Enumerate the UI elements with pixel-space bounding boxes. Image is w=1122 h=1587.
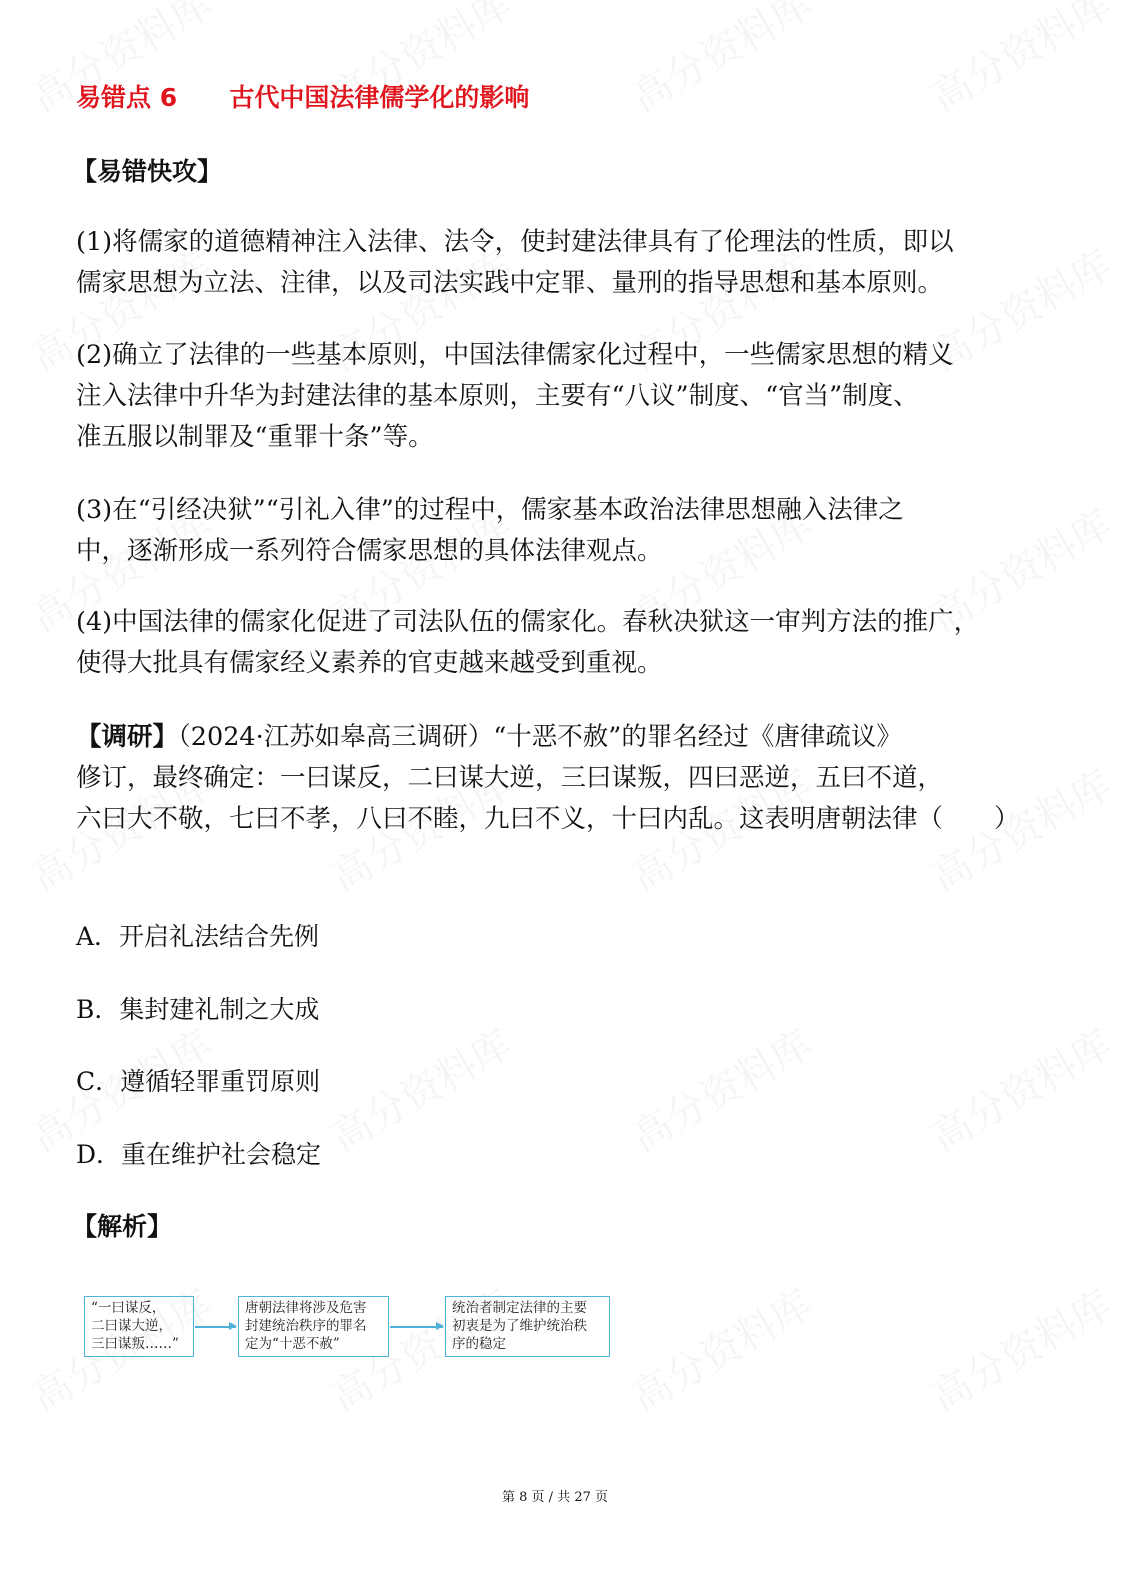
option-d[interactable]: D．重在维护社会稳定 [76,1140,322,1169]
option-a[interactable]: A．开启礼法结合先例 [76,922,320,951]
question-tag: 【调研】 [76,722,179,752]
question-line: （2024·江苏如皋高三调研）“十恶不赦”的罪名经过《唐律疏议》 [178,722,902,752]
point-paragraph [76,490,904,572]
paragraph-line: (4)中国法律的儒家化促进了司法队伍的儒家化。春秋决狱这一审判方法的推广， [76,607,980,637]
title-number: 易错点 6 [76,83,178,112]
page-footer: 第 8 页 / 共 27 页 [502,1490,608,1505]
flow-box-1 [84,1296,194,1357]
paragraph-line: (1)将儒家的道德精神注入法律、法令，使封建法律具有了伦理法的性质，即以 [76,227,954,257]
flow-text: 三曰谋叛……” [91,1336,179,1352]
flow-text: “一曰谋反， [91,1300,166,1316]
section-heading: 【易错快攻】 [72,157,223,186]
point-paragraph [76,222,954,304]
flow-text: 定为“十恶不赦” [245,1336,340,1352]
paragraph-line: 儒家思想为立法、注律，以及司法实践中定罪、量刑的指导思想和基本原则。 [76,268,944,298]
watermark [919,1274,1121,1423]
paragraph-line: 准五服以制罪及“重罪十条”等。 [76,422,434,452]
watermark [619,1014,821,1163]
flow-text: 唐朝法律将涉及危害 [245,1300,367,1316]
title-text: 古代中国法律儒学化的影响 [229,83,530,112]
option-c[interactable]: C．遵循轻罪重罚原则 [76,1067,321,1096]
flow-text: 统治者制定法律的主要 [452,1300,587,1316]
paragraph-line: 中，逐渐形成一系列符合儒家思想的具体法律观点。 [76,536,663,566]
watermark [919,1014,1121,1163]
page-title [76,78,529,114]
flow-text: 初衷是为了维护统治秩 [452,1318,587,1334]
flow-text: 封建统治秩序的罪名 [245,1318,367,1334]
flow-text: 二曰谋大逆， [91,1318,172,1334]
watermark [319,1014,521,1163]
point-paragraph [76,335,954,458]
flow-arrow-icon [390,1326,443,1328]
paragraph-line: (3)在“引经决狱”“引礼入律”的过程中，儒家基本政治法律思想融入法律之 [76,495,904,525]
question [76,717,1020,840]
watermark [619,0,821,123]
flow-arrow-icon [195,1326,236,1328]
question-line: 修订，最终确定：一曰谋反，二曰谋大逆，三曰谋叛，四曰恶逆，五曰不道， [76,763,944,793]
watermark [619,1274,821,1423]
option-b[interactable]: B．集封建礼制之大成 [76,995,320,1024]
paragraph-line: 注入法律中升华为封建法律的基本原则，主要有“八议”制度、“官当”制度、 [76,381,919,411]
flow-text: 序的稳定 [452,1336,506,1352]
flow-box-2 [238,1296,389,1357]
point-paragraph [76,602,979,684]
analysis-heading: 【解析】 [72,1212,173,1241]
paragraph-line: 使得大批具有儒家经义素养的官吏越来越受到重视。 [76,648,663,678]
paragraph-line: (2)确立了法律的一些基本原则，中国法律儒家化过程中，一些儒家思想的精义 [76,340,954,370]
question-line: 六曰大不敬，七曰不孝，八曰不睦，九曰不义，十曰内乱。这表明唐朝法律（ ） [76,804,1020,834]
watermark [919,0,1121,123]
flow-box-3 [445,1296,610,1357]
